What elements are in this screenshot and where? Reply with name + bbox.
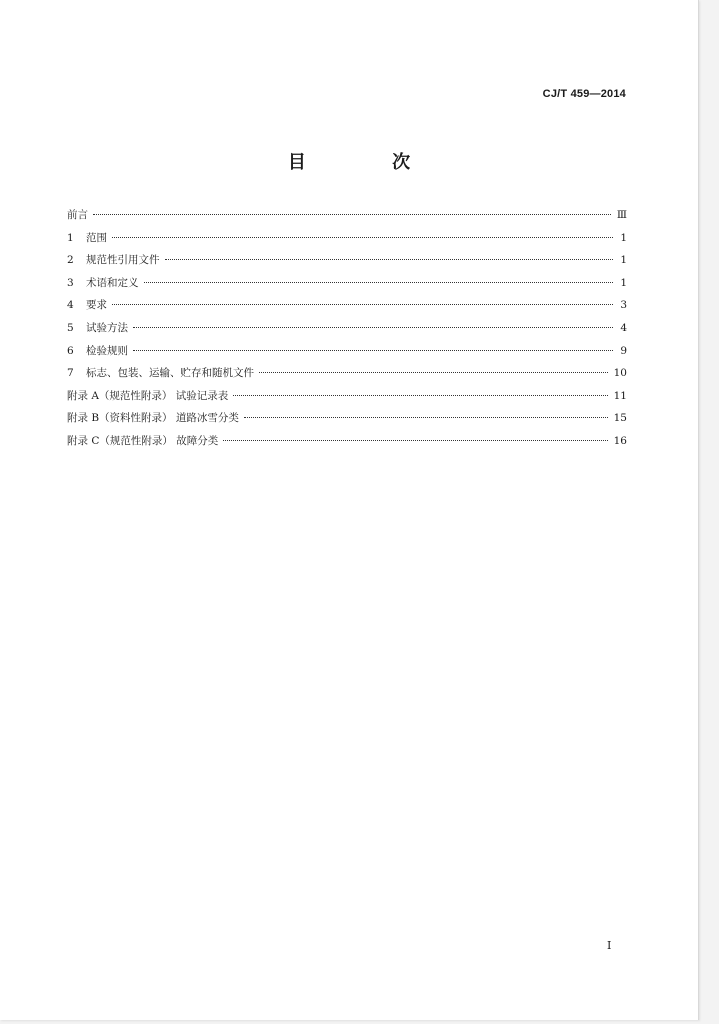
toc-entry-number: 7 xyxy=(67,367,74,380)
toc-entry-page: 1 xyxy=(620,276,627,289)
toc-entry-number: 1 xyxy=(67,231,74,244)
toc-entry-label: 附录 C（规范性附录） 故障分类 xyxy=(67,434,219,447)
toc-leader xyxy=(223,440,607,441)
toc-entry-number: 5 xyxy=(67,321,74,334)
standard-code: CJ/T 459—2014 xyxy=(542,88,626,100)
toc-entry-label: 附录 B（资料性附录） 道路冰雪分类 xyxy=(67,412,239,425)
toc-entry-label: 前言 xyxy=(67,209,88,221)
toc-entry-annex-b[interactable] xyxy=(67,411,627,434)
toc-leader xyxy=(133,350,613,351)
toc-entry-7[interactable] xyxy=(67,366,627,389)
toc-entry-page: 1 xyxy=(620,254,627,267)
toc-entry-page: 4 xyxy=(620,321,627,334)
toc-entry-page: 10 xyxy=(613,367,627,380)
toc-entry-page: Ⅲ xyxy=(616,209,627,221)
toc-entry-number: 3 xyxy=(67,276,74,289)
page-number: I xyxy=(607,939,612,952)
toc-entry-4[interactable] xyxy=(67,298,627,321)
toc-entry-page: 3 xyxy=(620,299,627,312)
toc-leader xyxy=(233,395,607,396)
toc-entry-number: 2 xyxy=(67,254,74,267)
toc-entry-page: 16 xyxy=(613,434,627,447)
table-of-contents xyxy=(67,208,627,457)
toc-leader xyxy=(112,237,613,238)
toc-entry-page: 9 xyxy=(620,344,627,357)
toc-leader xyxy=(165,259,614,260)
toc-entry-number: 4 xyxy=(67,299,74,312)
toc-entry-page: 11 xyxy=(613,389,627,402)
toc-entry-label: 检验规则 xyxy=(86,344,128,357)
toc-leader xyxy=(133,327,613,328)
toc-entry-2[interactable] xyxy=(67,253,627,276)
toc-entry-number: 6 xyxy=(67,344,74,357)
toc-entry-label: 附录 A（规范性附录） 试验记录表 xyxy=(67,389,229,402)
toc-entry-label: 试验方法 xyxy=(86,321,128,334)
toc-entry-annex-a[interactable] xyxy=(67,389,627,412)
toc-entry-1[interactable] xyxy=(67,231,627,254)
toc-entry-3[interactable] xyxy=(67,276,627,299)
toc-entry-6[interactable] xyxy=(67,344,627,367)
toc-leader xyxy=(244,417,608,418)
page-title: 目 次 xyxy=(287,152,451,173)
toc-entry-5[interactable] xyxy=(67,321,627,344)
toc-leader xyxy=(144,282,614,283)
toc-leader xyxy=(93,214,611,215)
toc-entry-label: 要求 xyxy=(86,299,107,312)
toc-entry-foreword[interactable] xyxy=(67,208,627,231)
toc-entry-label: 标志、包装、运输、贮存和随机文件 xyxy=(86,367,254,380)
toc-entry-page: 1 xyxy=(620,231,627,244)
toc-leader xyxy=(112,304,613,305)
toc-entry-label: 范围 xyxy=(86,231,107,244)
toc-entry-page: 15 xyxy=(613,412,627,425)
toc-leader xyxy=(259,372,608,373)
toc-entry-label: 术语和定义 xyxy=(86,276,139,289)
toc-entry-annex-c[interactable] xyxy=(67,434,627,457)
toc-entry-label: 规范性引用文件 xyxy=(86,254,160,267)
